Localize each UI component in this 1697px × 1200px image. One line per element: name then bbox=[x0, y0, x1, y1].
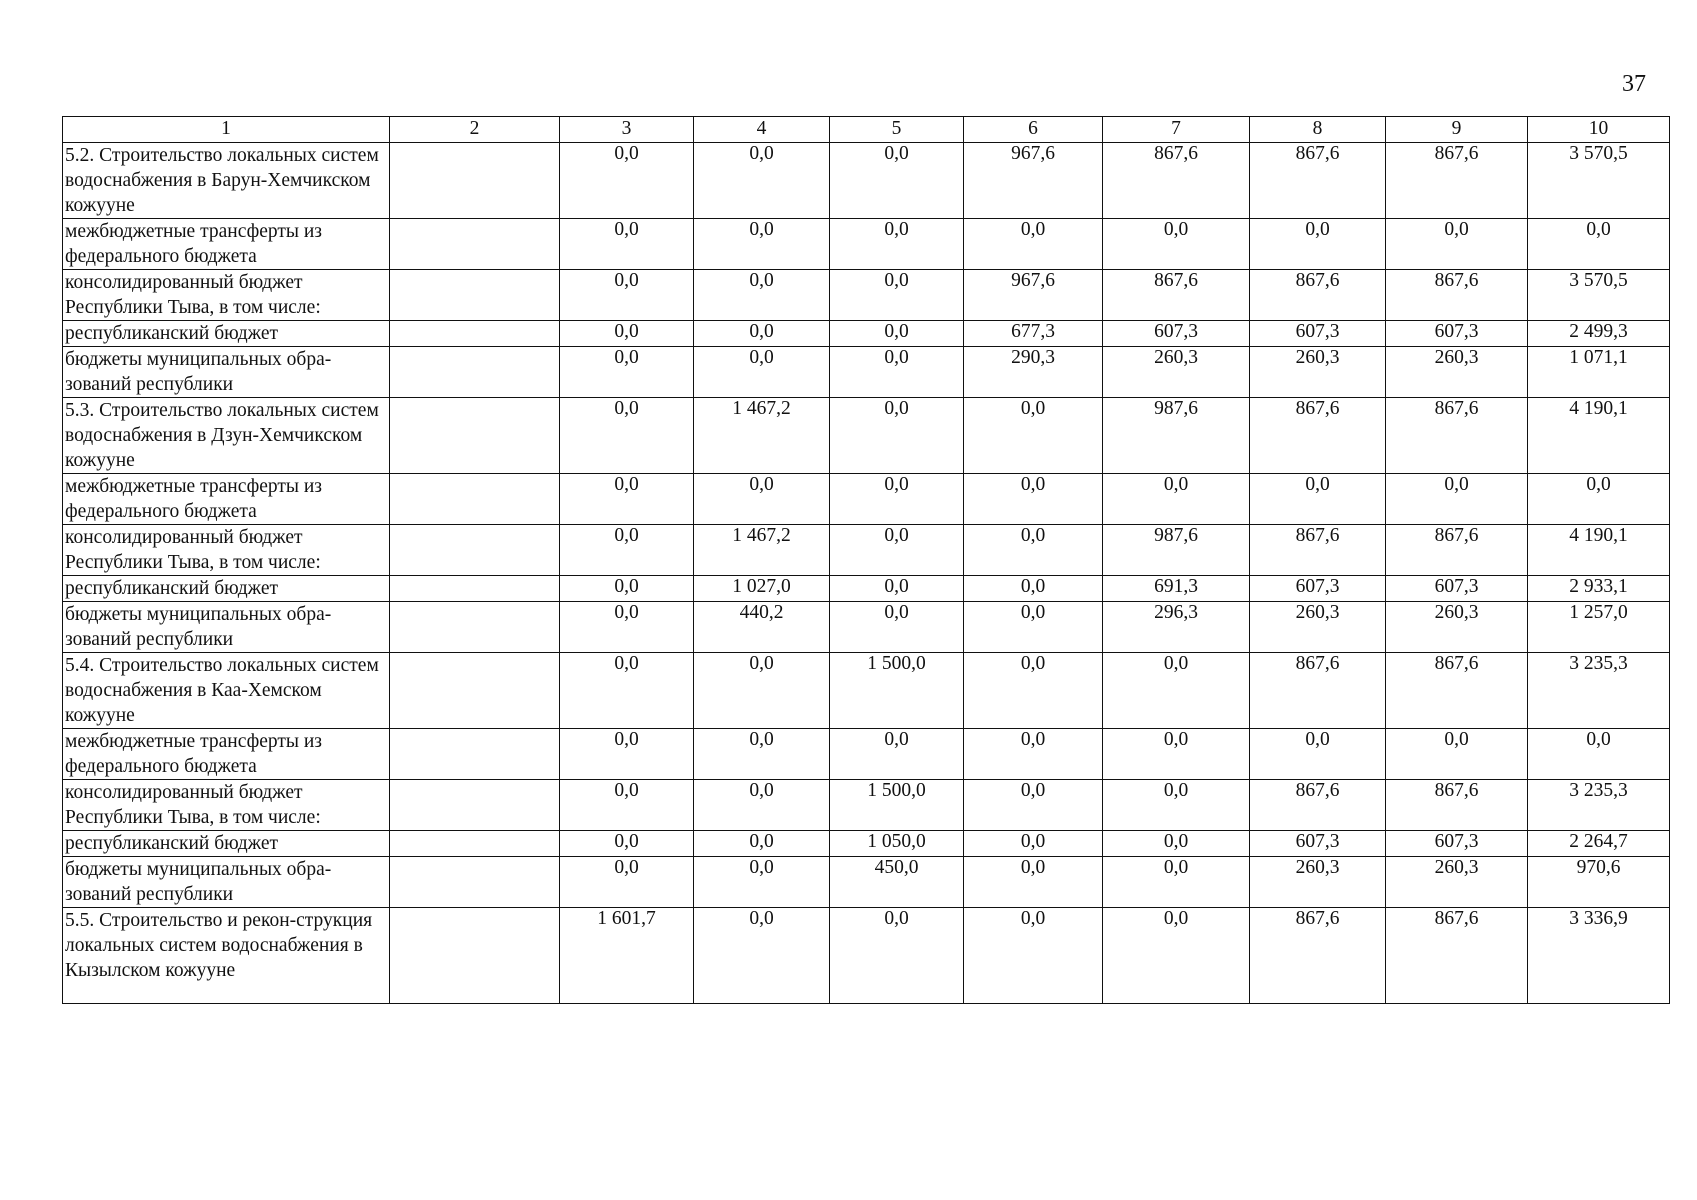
value-cell: 0,0 bbox=[694, 143, 830, 219]
value-cell: 867,6 bbox=[1386, 270, 1528, 321]
value-cell: 0,0 bbox=[1528, 219, 1670, 270]
row-label: консолидированный бюджет Республики Тыва, в том числе: bbox=[63, 270, 390, 321]
value-cell: 0,0 bbox=[830, 576, 964, 602]
value-cell: 607,3 bbox=[1103, 321, 1250, 347]
value-cell: 677,3 bbox=[964, 321, 1103, 347]
table-row bbox=[63, 270, 1670, 321]
row-label: республиканский бюджет bbox=[63, 321, 390, 347]
value-cell: 867,6 bbox=[1250, 398, 1386, 474]
value-cell: 0,0 bbox=[560, 729, 694, 780]
value-cell: 0,0 bbox=[1103, 831, 1250, 857]
value-cell: 0,0 bbox=[694, 831, 830, 857]
value-cell: 0,0 bbox=[560, 143, 694, 219]
value-cell: 0,0 bbox=[560, 831, 694, 857]
value-cell: 0,0 bbox=[964, 908, 1103, 1004]
table-header bbox=[63, 117, 1670, 143]
value-cell: 0,0 bbox=[560, 398, 694, 474]
value-cell: 0,0 bbox=[830, 347, 964, 398]
value-cell: 260,3 bbox=[1250, 347, 1386, 398]
value-cell: 0,0 bbox=[560, 780, 694, 831]
cell-col2 bbox=[390, 219, 560, 270]
value-cell: 4 190,1 bbox=[1528, 525, 1670, 576]
row-label: бюджеты муниципальных обра-зований республики bbox=[63, 857, 390, 908]
table-row bbox=[63, 398, 1670, 474]
value-cell: 0,0 bbox=[1103, 653, 1250, 729]
column-header: 6 bbox=[964, 117, 1103, 143]
table-row bbox=[63, 525, 1670, 576]
value-cell: 3 570,5 bbox=[1528, 270, 1670, 321]
value-cell: 0,0 bbox=[694, 270, 830, 321]
value-cell: 0,0 bbox=[694, 474, 830, 525]
value-cell: 0,0 bbox=[694, 780, 830, 831]
value-cell: 0,0 bbox=[1250, 219, 1386, 270]
value-cell: 260,3 bbox=[1386, 857, 1528, 908]
value-cell: 1 601,7 bbox=[560, 908, 694, 1004]
table-row bbox=[63, 908, 1670, 1004]
table-row bbox=[63, 857, 1670, 908]
value-cell: 0,0 bbox=[830, 729, 964, 780]
value-cell: 0,0 bbox=[1250, 474, 1386, 525]
column-header: 9 bbox=[1386, 117, 1528, 143]
row-label: консолидированный бюджет Республики Тыва, в том числе: bbox=[63, 525, 390, 576]
row-label: бюджеты муниципальных обра-зований республики bbox=[63, 347, 390, 398]
value-cell: 987,6 bbox=[1103, 525, 1250, 576]
table-row bbox=[63, 729, 1670, 780]
value-cell: 0,0 bbox=[1103, 219, 1250, 270]
value-cell: 867,6 bbox=[1103, 270, 1250, 321]
value-cell: 0,0 bbox=[964, 729, 1103, 780]
value-cell: 867,6 bbox=[1250, 143, 1386, 219]
value-cell: 1 467,2 bbox=[694, 398, 830, 474]
value-cell: 967,6 bbox=[964, 270, 1103, 321]
table-row bbox=[63, 602, 1670, 653]
row-label: 5.4. Строительство локальных систем водоснабжения в Каа-Хемском кожууне bbox=[63, 653, 390, 729]
value-cell: 0,0 bbox=[830, 398, 964, 474]
cell-col2 bbox=[390, 653, 560, 729]
cell-col2 bbox=[390, 525, 560, 576]
row-label: 5.5. Строительство и рекон-струкция локальных систем водоснабжения в Кызылском кожууне bbox=[63, 908, 390, 1004]
value-cell: 0,0 bbox=[964, 653, 1103, 729]
column-header: 3 bbox=[560, 117, 694, 143]
value-cell: 0,0 bbox=[560, 474, 694, 525]
value-cell: 3 336,9 bbox=[1528, 908, 1670, 1004]
column-header: 8 bbox=[1250, 117, 1386, 143]
value-cell: 607,3 bbox=[1250, 831, 1386, 857]
table-row bbox=[63, 219, 1670, 270]
value-cell: 0,0 bbox=[560, 270, 694, 321]
value-cell: 867,6 bbox=[1103, 143, 1250, 219]
value-cell: 867,6 bbox=[1250, 270, 1386, 321]
value-cell: 0,0 bbox=[1386, 219, 1528, 270]
value-cell: 0,0 bbox=[694, 908, 830, 1004]
cell-col2 bbox=[390, 857, 560, 908]
value-cell: 0,0 bbox=[964, 602, 1103, 653]
value-cell: 260,3 bbox=[1386, 347, 1528, 398]
value-cell: 2 264,7 bbox=[1528, 831, 1670, 857]
value-cell: 0,0 bbox=[694, 857, 830, 908]
table-row bbox=[63, 780, 1670, 831]
value-cell: 260,3 bbox=[1250, 602, 1386, 653]
value-cell: 0,0 bbox=[830, 602, 964, 653]
column-header: 5 bbox=[830, 117, 964, 143]
value-cell: 867,6 bbox=[1386, 780, 1528, 831]
value-cell: 0,0 bbox=[694, 729, 830, 780]
value-cell: 0,0 bbox=[964, 398, 1103, 474]
column-header: 2 bbox=[390, 117, 560, 143]
value-cell: 0,0 bbox=[694, 347, 830, 398]
value-cell: 0,0 bbox=[830, 143, 964, 219]
value-cell: 0,0 bbox=[964, 780, 1103, 831]
cell-col2 bbox=[390, 780, 560, 831]
row-label: 5.2. Строительство локальных систем водоснабжения в Барун-Хемчикском кожууне bbox=[63, 143, 390, 219]
value-cell: 0,0 bbox=[830, 474, 964, 525]
value-cell: 0,0 bbox=[694, 321, 830, 347]
value-cell: 0,0 bbox=[560, 857, 694, 908]
value-cell: 0,0 bbox=[560, 653, 694, 729]
value-cell: 296,3 bbox=[1103, 602, 1250, 653]
table-body bbox=[63, 143, 1670, 1004]
value-cell: 0,0 bbox=[560, 602, 694, 653]
value-cell: 0,0 bbox=[1528, 729, 1670, 780]
cell-col2 bbox=[390, 347, 560, 398]
value-cell: 1 500,0 bbox=[830, 653, 964, 729]
cell-col2 bbox=[390, 602, 560, 653]
cell-col2 bbox=[390, 474, 560, 525]
value-cell: 1 500,0 bbox=[830, 780, 964, 831]
cell-col2 bbox=[390, 729, 560, 780]
value-cell: 867,6 bbox=[1386, 908, 1528, 1004]
value-cell: 867,6 bbox=[1250, 780, 1386, 831]
cell-col2 bbox=[390, 143, 560, 219]
value-cell: 607,3 bbox=[1250, 576, 1386, 602]
table-row bbox=[63, 653, 1670, 729]
row-label: межбюджетные трансферты из федерального бюджета bbox=[63, 729, 390, 780]
row-label: межбюджетные трансферты из федерального бюджета bbox=[63, 219, 390, 270]
value-cell: 260,3 bbox=[1103, 347, 1250, 398]
value-cell: 0,0 bbox=[1103, 780, 1250, 831]
value-cell: 0,0 bbox=[560, 525, 694, 576]
row-label: межбюджетные трансферты из федерального бюджета bbox=[63, 474, 390, 525]
value-cell: 0,0 bbox=[964, 857, 1103, 908]
value-cell: 450,0 bbox=[830, 857, 964, 908]
value-cell: 0,0 bbox=[1250, 729, 1386, 780]
table-row bbox=[63, 474, 1670, 525]
value-cell: 2 499,3 bbox=[1528, 321, 1670, 347]
value-cell: 0,0 bbox=[1103, 729, 1250, 780]
value-cell: 867,6 bbox=[1386, 143, 1528, 219]
table-row bbox=[63, 831, 1670, 857]
table-row bbox=[63, 143, 1670, 219]
value-cell: 0,0 bbox=[1528, 474, 1670, 525]
value-cell: 1 071,1 bbox=[1528, 347, 1670, 398]
value-cell: 3 235,3 bbox=[1528, 780, 1670, 831]
column-header: 10 bbox=[1528, 117, 1670, 143]
value-cell: 867,6 bbox=[1250, 653, 1386, 729]
value-cell: 0,0 bbox=[1103, 474, 1250, 525]
column-header: 4 bbox=[694, 117, 830, 143]
value-cell: 970,6 bbox=[1528, 857, 1670, 908]
value-cell: 0,0 bbox=[830, 270, 964, 321]
value-cell: 867,6 bbox=[1250, 908, 1386, 1004]
value-cell: 0,0 bbox=[1386, 729, 1528, 780]
value-cell: 0,0 bbox=[830, 525, 964, 576]
value-cell: 607,3 bbox=[1386, 831, 1528, 857]
value-cell: 4 190,1 bbox=[1528, 398, 1670, 474]
value-cell: 0,0 bbox=[694, 219, 830, 270]
value-cell: 0,0 bbox=[1103, 908, 1250, 1004]
value-cell: 0,0 bbox=[560, 576, 694, 602]
cell-col2 bbox=[390, 908, 560, 1004]
header-row bbox=[63, 117, 1670, 143]
value-cell: 607,3 bbox=[1386, 321, 1528, 347]
column-header: 7 bbox=[1103, 117, 1250, 143]
value-cell: 0,0 bbox=[1103, 857, 1250, 908]
cell-col2 bbox=[390, 398, 560, 474]
value-cell: 691,3 bbox=[1103, 576, 1250, 602]
column-header: 1 bbox=[63, 117, 390, 143]
value-cell: 607,3 bbox=[1250, 321, 1386, 347]
cell-col2 bbox=[390, 576, 560, 602]
value-cell: 867,6 bbox=[1386, 525, 1528, 576]
value-cell: 1 467,2 bbox=[694, 525, 830, 576]
value-cell: 440,2 bbox=[694, 602, 830, 653]
row-label: бюджеты муниципальных обра-зований республики bbox=[63, 602, 390, 653]
value-cell: 967,6 bbox=[964, 143, 1103, 219]
cell-col2 bbox=[390, 831, 560, 857]
value-cell: 1 027,0 bbox=[694, 576, 830, 602]
value-cell: 867,6 bbox=[1386, 398, 1528, 474]
value-cell: 290,3 bbox=[964, 347, 1103, 398]
row-label: консолидированный бюджет Республики Тыва, в том числе: bbox=[63, 780, 390, 831]
value-cell: 1 050,0 bbox=[830, 831, 964, 857]
value-cell: 987,6 bbox=[1103, 398, 1250, 474]
value-cell: 867,6 bbox=[1386, 653, 1528, 729]
value-cell: 2 933,1 bbox=[1528, 576, 1670, 602]
value-cell: 0,0 bbox=[964, 219, 1103, 270]
value-cell: 0,0 bbox=[560, 347, 694, 398]
value-cell: 0,0 bbox=[560, 219, 694, 270]
value-cell: 867,6 bbox=[1250, 525, 1386, 576]
row-label: 5.3. Строительство локальных систем водоснабжения в Дзун-Хемчикском кожууне bbox=[63, 398, 390, 474]
value-cell: 0,0 bbox=[964, 474, 1103, 525]
value-cell: 607,3 bbox=[1386, 576, 1528, 602]
budget-table bbox=[62, 116, 1670, 1004]
value-cell: 0,0 bbox=[1386, 474, 1528, 525]
value-cell: 0,0 bbox=[560, 321, 694, 347]
value-cell: 0,0 bbox=[830, 908, 964, 1004]
value-cell: 0,0 bbox=[830, 321, 964, 347]
table-row bbox=[63, 321, 1670, 347]
value-cell: 0,0 bbox=[964, 525, 1103, 576]
value-cell: 0,0 bbox=[964, 576, 1103, 602]
value-cell: 0,0 bbox=[694, 653, 830, 729]
table-row bbox=[63, 576, 1670, 602]
value-cell: 3 570,5 bbox=[1528, 143, 1670, 219]
cell-col2 bbox=[390, 321, 560, 347]
cell-col2 bbox=[390, 270, 560, 321]
value-cell: 260,3 bbox=[1386, 602, 1528, 653]
value-cell: 3 235,3 bbox=[1528, 653, 1670, 729]
value-cell: 260,3 bbox=[1250, 857, 1386, 908]
value-cell: 0,0 bbox=[830, 219, 964, 270]
table-row bbox=[63, 347, 1670, 398]
page-number: 37 bbox=[1622, 71, 1646, 97]
value-cell: 0,0 bbox=[964, 831, 1103, 857]
row-label: республиканский бюджет bbox=[63, 576, 390, 602]
row-label: республиканский бюджет bbox=[63, 831, 390, 857]
value-cell: 1 257,0 bbox=[1528, 602, 1670, 653]
